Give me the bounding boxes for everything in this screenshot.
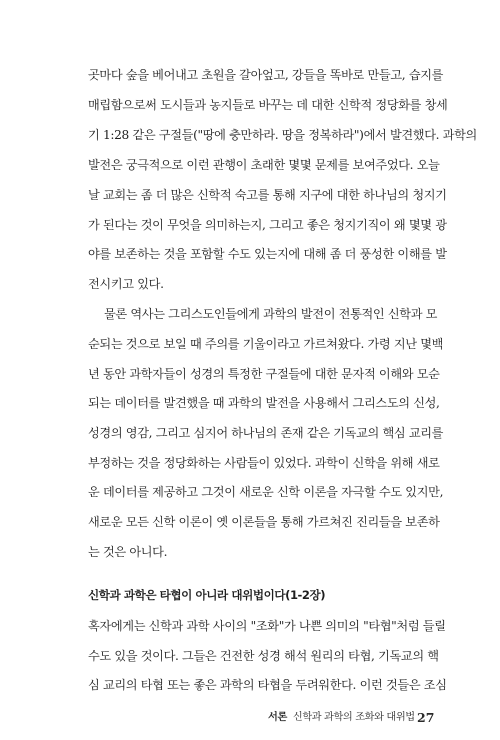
running-footer [268, 711, 415, 725]
section-line-2: 수도 있을 것이다. 그들은 건전한 성경 해석 원리의 타협, 기독교의 핵 [88, 649, 439, 663]
section-line-3: 심 교리의 타협 또는 좋은 과학의 타협을 두려워한다. 이런 것들은 조심 [88, 678, 447, 692]
paragraph-1-line-7: 야를 보존하는 것을 포함할 수도 있는지에 대해 좀 더 풍성한 이해를 발 [88, 247, 447, 261]
paragraph-1-line-1: 곳마다 숲을 베어내고 초원을 갈아엎고, 강들을 똑바로 만들고, 습지를 [88, 68, 444, 82]
paragraph-1-line-8: 전시키고 있다. [88, 277, 164, 291]
section-heading: 신학과 과학은 타협이 아니라 대위법이다(1-2장) [88, 588, 326, 602]
section-line-1: 혹자에게는 신학과 과학 사이의 "조화"가 나쁜 의미의 "타협"처럼 들릴 [88, 619, 446, 633]
paragraph-2-line-6: 부정하는 것을 정당화하는 사람들이 있었다. 과학이 신학을 위해 새로 [88, 456, 440, 470]
paragraph-2-line-3: 년 동안 과학자들이 성경의 특정한 구절들에 대한 문자적 이해와 모순 [88, 367, 440, 381]
paragraph-1-line-5: 날 교회는 좀 더 많은 신학적 숙고를 통해 지구에 대한 하나님의 청지기 [88, 188, 447, 202]
paragraph-1-line-2: 매립함으로써 도시들과 농지들로 바꾸는 데 대한 신학적 정당화를 창세 [88, 98, 448, 112]
paragraph-2-line-8: 새로운 모든 신학 이론이 옛 이론들을 통해 가르쳐진 진리들을 보존하 [88, 515, 440, 529]
paragraph-1-line-3: 기 1:28 같은 구절들("땅에 충만하라. 땅을 정복하라")에서 발견했다. 과학의 [88, 128, 477, 142]
paragraph-2-line-5: 성경의 영감, 그리고 심지어 하나님의 존재 같은 기독교의 핵심 교리를 [88, 426, 444, 440]
paragraph-2-line-9: 는 것은 아니다. [88, 545, 168, 559]
paragraph-2-line-1: 물론 역사는 그리스도인들에게 과학의 발전이 전통적인 신학과 모 [104, 307, 438, 321]
paragraph-2-line-2: 순되는 것으로 보일 때 주의를 기울이라고 가르쳐왔다. 가령 지난 몇백 [88, 337, 444, 351]
paragraph-1-line-4: 발전은 궁극적으로 이런 관행이 초래한 몇몇 문제를 보여주었다. 오늘 [88, 158, 440, 172]
page-number: 27 [417, 710, 435, 725]
footer-chapter-title: 신학과 과학의 조화와 대위법 [292, 712, 415, 723]
paragraph-1-line-6: 가 된다는 것이 무엇을 의미하는지, 그리고 좋은 청지기직이 왜 몇몇 광 [88, 218, 447, 232]
paragraph-2-line-4: 되는 데이터를 발견했을 때 과학의 발전을 사용해서 그리스도의 신성, [88, 396, 440, 410]
paragraph-2-line-7: 운 데이터를 제공하고 그것이 새로운 신학 이론을 자극할 수도 있지만, [88, 485, 444, 499]
footer-section-label: 서론 [268, 712, 287, 723]
